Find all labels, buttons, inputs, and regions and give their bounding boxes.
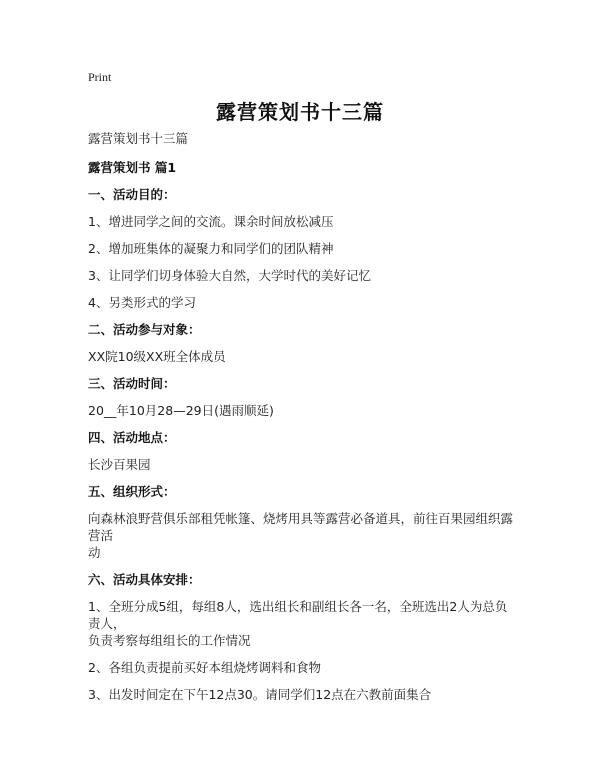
list-item: 1、全班分成5组，每组8人，选出组长和副组长各一名，全班选出2人为总负责人， <box>88 599 508 631</box>
section-text-location: 长沙百果园 <box>88 457 151 472</box>
section-text-format-line1: 向森林浪野营俱乐部租凭帐篷、烧烤用具等露营必备道具，前往百果园组织露营活 <box>88 511 514 543</box>
subtitle: 露营策划书十三篇 <box>88 131 189 146</box>
section-text-time: 20__年10月28—29日(遇雨顺延) <box>88 403 274 418</box>
section-heading-participants: 二、活动参与对象： <box>88 322 201 337</box>
list-item: 4、另类形式的学习 <box>88 295 196 310</box>
list-item: 2、增加班集体的凝聚力和同学们的团队精神 <box>88 241 334 256</box>
section-heading-schedule: 六、活动具体安排： <box>88 572 201 587</box>
section-heading-format: 五、组织形式： <box>88 484 176 499</box>
print-label[interactable]: Print <box>88 70 112 84</box>
article-heading: 露营策划书 篇1 <box>88 160 177 175</box>
list-item: 1、增进同学之间的交流。课余时间放松减压 <box>88 214 334 229</box>
section-text-participants: XX院10级XX班全体成员 <box>88 349 226 364</box>
list-item-continuation: 负责考察每组组长的工作情况 <box>88 633 251 648</box>
list-item: 2、各组负责提前买好本组烧烤调料和食物 <box>88 660 321 675</box>
section-text-format-line2: 动 <box>88 545 101 560</box>
page-title: 露营策划书十三篇 <box>216 100 384 124</box>
section-heading-location: 四、活动地点： <box>88 430 176 445</box>
list-item: 3、出发时间定在下午12点30。请同学们12点在六教前面集合 <box>88 687 432 702</box>
section-heading-purpose: 一、活动目的： <box>88 187 176 202</box>
list-item: 3、让同学们切身体验大自然，大学时代的美好记忆 <box>88 268 371 283</box>
document-body <box>88 130 518 703</box>
section-heading-time: 三、活动时间： <box>88 376 176 391</box>
